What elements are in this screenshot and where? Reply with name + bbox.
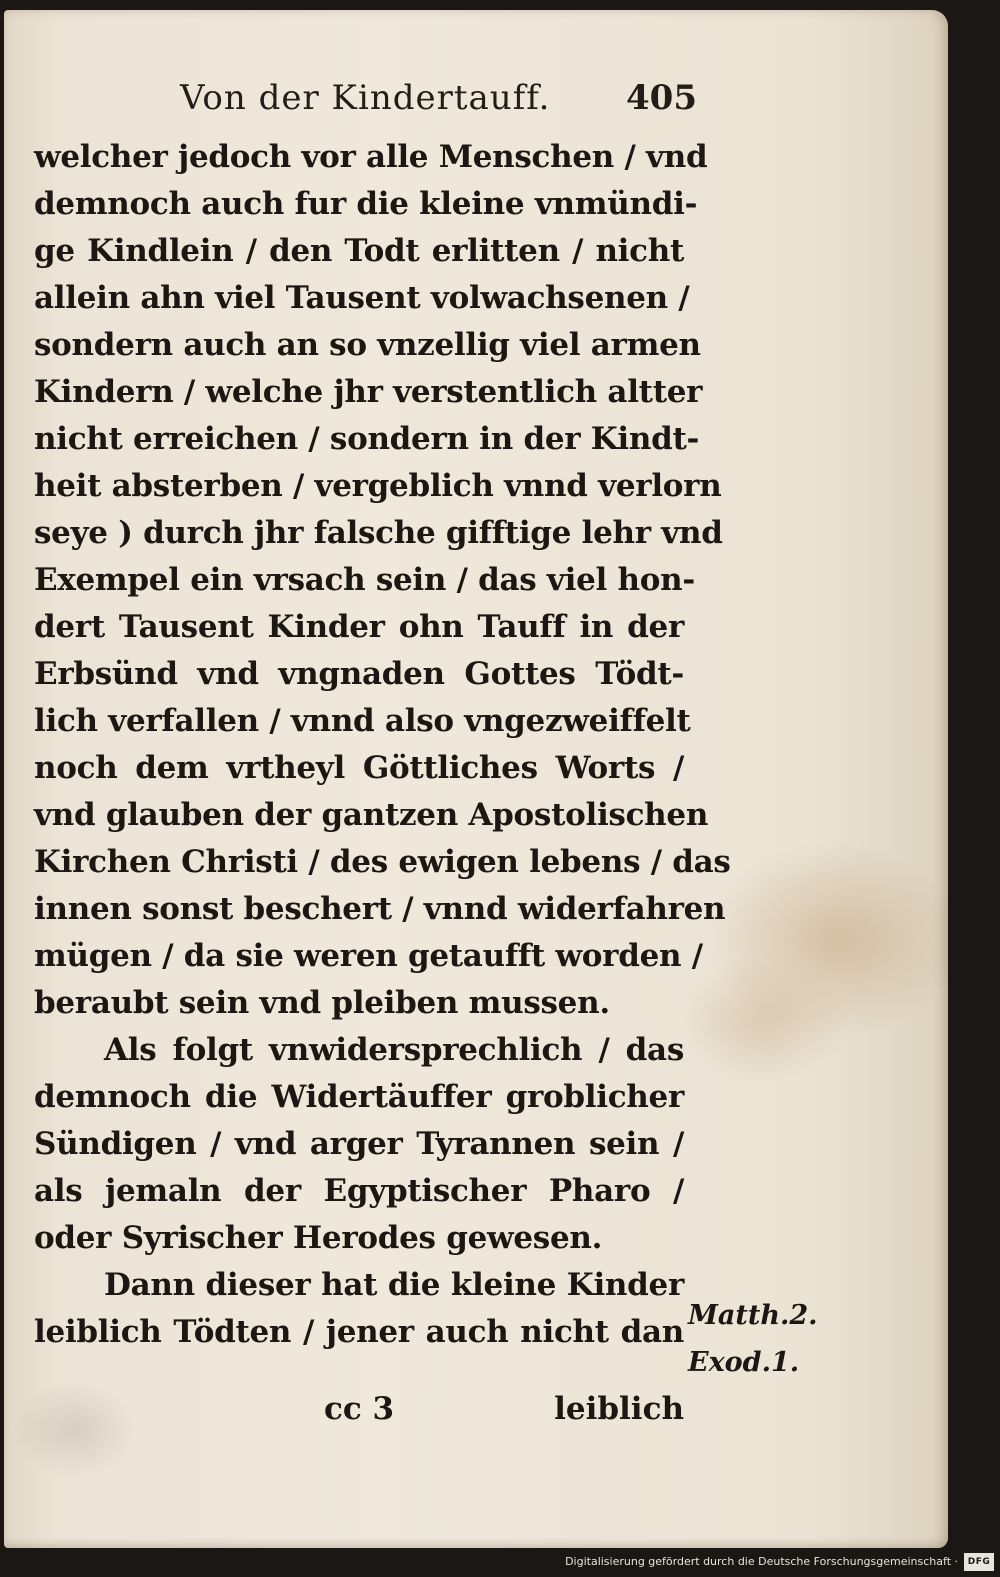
text-line: Als folgt vnwidersprechlich / das (104, 1032, 684, 1068)
page-footer (34, 1386, 684, 1433)
text-line: demnoch die Widertäuffer groblicher (34, 1079, 684, 1115)
text-line: noch dem vrtheyl Göttliches Worts / (34, 750, 684, 786)
text-line: lich verfallen / vnnd also vngezweiffelt (34, 703, 691, 739)
dfg-logo: DFG (964, 1553, 994, 1571)
text-line: als jemaln der Egyptischer Pharo / (34, 1173, 684, 1209)
text-line: demnoch auch fur die kleine vnmündi- (34, 186, 698, 222)
signature-mark: cc 3 (324, 1391, 395, 1427)
text-line: vnd glauben der gantzen Apostolischen (34, 797, 709, 833)
text-line: oder Syrischer Herodes gewesen. (34, 1220, 603, 1256)
margin-notes (688, 1292, 818, 1386)
book-page (4, 10, 948, 1548)
text-line: Erbsünd vnd vngnaden Gottes Tödt- (34, 656, 684, 692)
margin-note-exodus: Exod.1. (688, 1347, 800, 1378)
running-title: Von der Kindertauff. (180, 78, 551, 118)
page-number: 405 (626, 78, 697, 118)
text-line: beraubt sein vnd pleiben mussen. (34, 985, 610, 1021)
body-text (34, 134, 731, 1356)
text-line: Dann dieser hat die kleine Kinder (104, 1267, 684, 1303)
text-line: Sündigen / vnd arger Tyrannen sein / (34, 1126, 684, 1162)
text-line: Kindern / welche jhr verstentlich altter (34, 374, 703, 410)
text-line: seye ) durch jhr falsche gifftige lehr vnd (34, 515, 723, 551)
text-line: nicht erreichen / sondern in der Kindt- (34, 421, 700, 457)
text-line: innen sonst beschert / vnnd widerfahren (34, 891, 726, 927)
text-line: welcher jedoch vor alle Menschen / vnd (34, 139, 708, 175)
text-line: mügen / da sie weren getaufft worden / (34, 938, 703, 974)
margin-note-matthew: Matth.2. (688, 1300, 818, 1331)
digitization-credit: Digitalisierung gefördert durch die Deutsche Forschungsgemeinschaft · (565, 1555, 958, 1568)
text-line: dert Tausent Kinder ohn Tauff in der (34, 609, 684, 645)
text-line: ge Kindlein / den Todt erlitten / nicht (34, 233, 684, 269)
text-line: leiblich Tödten / jener auch nicht dan (34, 1314, 684, 1350)
text-line: heit absterben / vergeblich vnnd verlorn (34, 468, 722, 504)
catchword: leiblich (554, 1391, 684, 1427)
text-line: Exempel ein vrsach sein / das viel hon- (34, 562, 695, 598)
text-line: sondern auch an so vnzellig viel armen (34, 327, 701, 363)
text-line: allein ahn viel Tausent volwachsenen / (34, 280, 690, 316)
text-line: Kirchen Christi / des ewigen lebens / das (34, 844, 731, 880)
